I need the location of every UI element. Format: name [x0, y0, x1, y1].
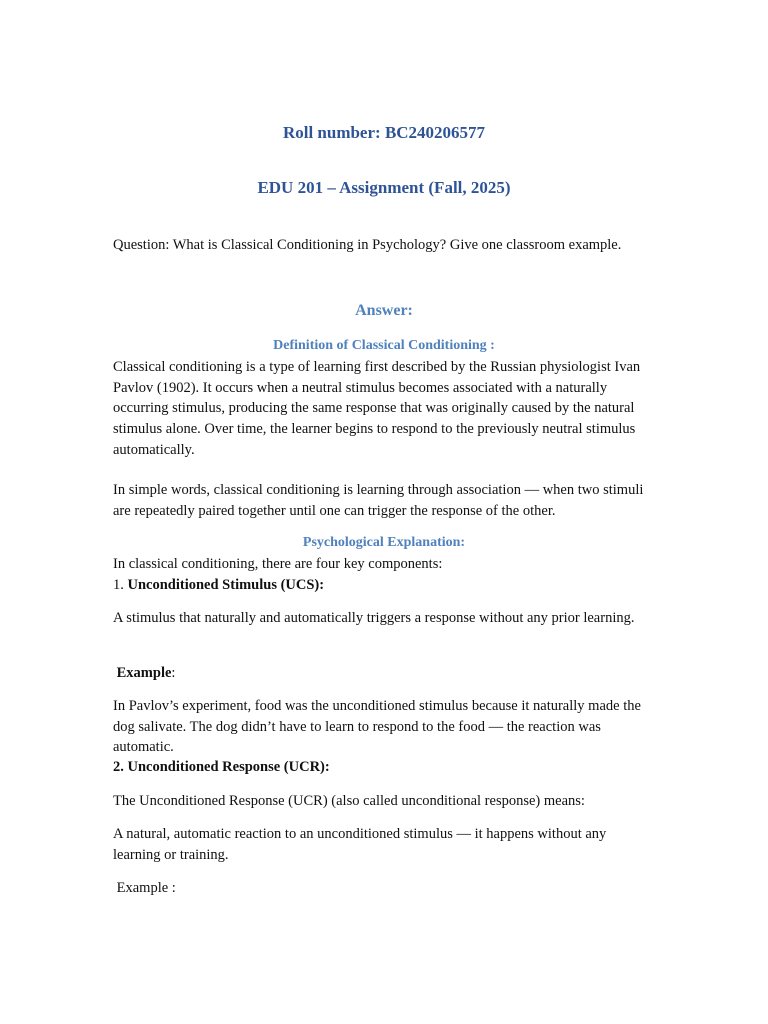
definition-heading: Definition of Classical Conditioning : [273, 338, 495, 353]
ucr-description: The Unconditioned Response (UCR) (also called unconditional response) means: [113, 793, 585, 809]
psychological-explanation-heading: Psychological Explanation: [302, 535, 466, 550]
ucs-title-label: Unconditioned Stimulus (UCS): [127, 577, 325, 593]
ucs-example-colon: : [171, 665, 176, 681]
ucs-title [113, 575, 653, 596]
ucr-title-label: 2. Unconditioned Response (UCR): [113, 759, 330, 775]
ucr-definition: A natural, automatic reaction to an unconditioned stimulus — it happens without any learning or training. [113, 826, 607, 863]
ucs-description: A stimulus that naturally and automatically triggers a response without any prior learning. [113, 610, 635, 626]
ucs-example-text: In Pavlov’s experiment, food was the unconditioned stimulus because it naturally made the dog salivate. The dog didn’t have to learn to respond to the food — the reaction was automatic. [113, 698, 641, 756]
ucs-example-bold: Example [116, 665, 172, 681]
answer-heading: Answer: [355, 302, 413, 319]
ucs-number: 1. [113, 577, 128, 593]
ucr-example-label: Example : [113, 880, 176, 896]
ucs-example-label [113, 663, 653, 684]
course-title-heading: EDU 201 – Assignment (Fall, 2025) [257, 178, 511, 197]
simple-words-paragraph: In simple words, classical conditioning is learning through association — when two stimuli are repeatedly paired together until one can trigger the response of the other. [113, 482, 644, 519]
ucr-title [113, 757, 653, 778]
components-intro: In classical conditioning, there are four key components: [113, 556, 443, 572]
question-text: Question: What is Classical Conditioning in Psychology? Give one classroom example. [113, 237, 622, 253]
definition-paragraph: Classical conditioning is a type of learning first described by the Russian physiologist Ivan Pavlov (1902). It occurs when a neutral stimulus becomes associated with a naturally occurring stimulus, producing the same response that was originally caused by the natural stimulus alone. Over time, the learner begins to respond to the previously neutral stimulus automatically. [113, 359, 641, 458]
roll-number-heading: Roll number: BC240206577 [282, 123, 486, 142]
